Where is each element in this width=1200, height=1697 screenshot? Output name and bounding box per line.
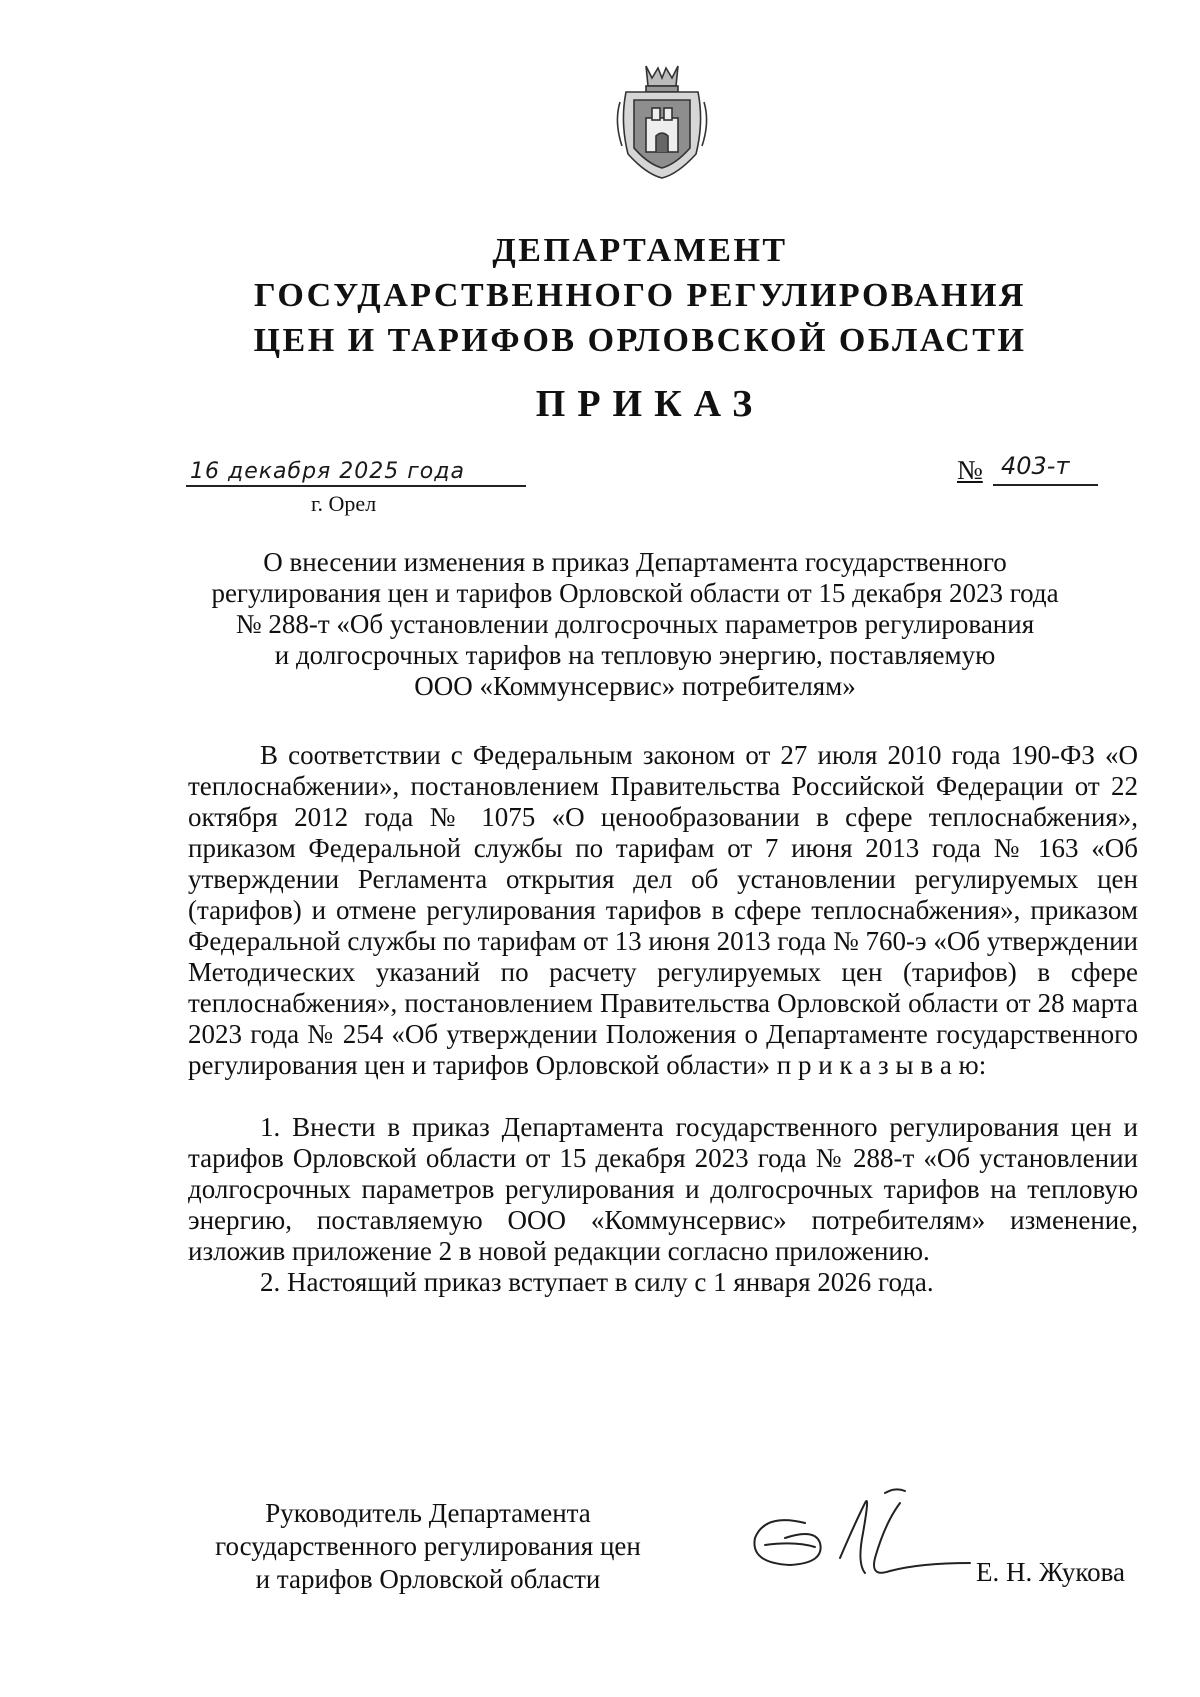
subject-line-1: О внесении изменения в приказ Департамента государственного <box>263 547 1007 577</box>
document-type-title: ПРИКАЗ <box>535 383 765 425</box>
handwritten-number: 403-т <box>1001 452 1070 480</box>
signatory-title-line-1: Руководитель Департамента <box>265 1498 591 1528</box>
preamble-paragraph: В соответствии с Федеральным законом от 27 июля 2010 года 190-ФЗ «О теплоснабжении», постановлением Правительства Российской Федерации от 22 октября 2012 года № 1075 «О ценообразовании в сфере теплоснабжения», приказом Федеральной службы по тарифам от 7 июня 2013 года № 163 «Об утверждении Регламента открытия дел об установлении регулируемых цен (тарифов) и отмене регулирования тарифов в сфере теплоснабжения», приказом Федеральной службы по тарифам от 13 июня 2013 года № 760-э «Об утверждении Методических указаний по расчету регулируемых цен (тарифов) в сфере теплоснабжения», постановлением Правительства Орловской области от 28 марта 2023 года № 254 «Об утверждении Положения о Департаменте государственного регулирования цен и тарифов Орловской области» п р и к а з ы в а ю: <box>188 740 1138 1080</box>
order-number-field <box>957 452 1102 486</box>
handwritten-date: 16 декабря 2025 года <box>190 459 465 484</box>
order-item-1: 1. Внести в приказ Департамента государственного регулирования цен и тарифов Орловской области от 15 декабря 2023 года № 288-т «Об установлении долгосрочных параметров регулирования и долгосрочных тарифов на тепловую энергию, поставляемую ООО «Коммунсервис» потребителям» изменение, изложив приложение 2 в новой редакции согласно приложению. <box>188 1112 1138 1266</box>
signatory-title-line-2: государственного регулирования цен <box>215 1531 641 1561</box>
number-label: № <box>957 455 983 485</box>
order-item-2: 2. Настоящий приказ вступает в силу с 1 января 2026 года. <box>260 1267 934 1297</box>
city-label: г. Орел <box>311 491 377 516</box>
subject-line-5: ООО «Коммунсервис» потребителям» <box>414 671 856 701</box>
signatory-title <box>188 1497 668 1596</box>
orel-coat-of-arms-icon <box>616 62 708 180</box>
order-subject <box>200 547 1070 702</box>
department-line-1: ДЕПАРТАМЕНТ <box>492 232 788 269</box>
department-name <box>250 228 1030 363</box>
subject-line-2: регулирования цен и тарифов Орловской области от 15 декабря 2023 года <box>211 578 1059 608</box>
subject-line-3: № 288-т «Об установлении долгосрочных параметров регулирования <box>235 609 1035 639</box>
department-line-2: ГОСУДАРСТВЕННОГО РЕГУЛИРОВАНИЯ <box>254 277 1026 314</box>
order-body <box>188 740 1138 1298</box>
signatory-title-line-3: и тарифов Орловской области <box>255 1564 601 1594</box>
subject-line-4: и долгосрочных тарифов на тепловую энергию, поставляемую <box>274 640 996 670</box>
department-line-3: ЦЕН И ТАРИФОВ ОРЛОВСКОЙ ОБЛАСТИ <box>253 322 1027 359</box>
signatory-name: Е. Н. Жукова <box>976 1557 1125 1587</box>
handwritten-signature-icon <box>745 1483 975 1595</box>
number-underline <box>993 484 1098 486</box>
date-field <box>186 459 526 487</box>
